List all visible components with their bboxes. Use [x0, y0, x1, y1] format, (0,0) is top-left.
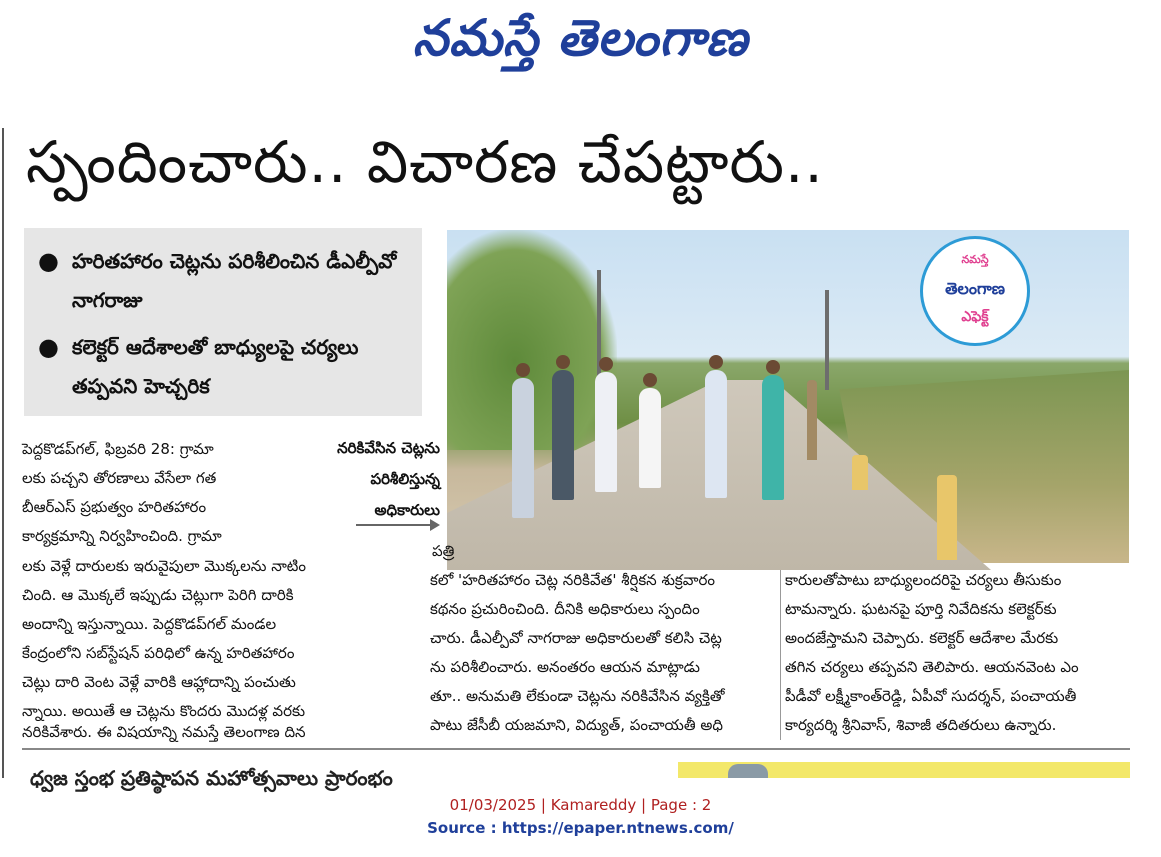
source-link[interactable]: Source : https://epaper.ntnews.com/	[427, 819, 734, 837]
next-story-photo-fragment	[678, 762, 1130, 778]
highlight-text: కలెక్టర్ ఆదేశాలతో బాధ్యులపై చర్యలు తప్పవని హెచ్చరిక	[72, 335, 359, 398]
article-column-1-last	[22, 718, 422, 747]
caption-line: నరికివేసిన చెట్లను	[337, 439, 440, 457]
edition-dateline: 01/03/2025 | Kamareddy | Page : 2	[449, 796, 712, 814]
article-line: లకు పచ్చని తోరణాలు వేసేలా గత	[22, 469, 217, 487]
person-figure	[552, 370, 574, 500]
article-line: టామన్నారు. ఘటనపై పూర్తి నివేదికను కలెక్టర్‌కు	[785, 600, 1057, 618]
highlight-item	[38, 328, 418, 406]
bullet-icon: ●	[38, 333, 59, 361]
bullet-icon: ●	[38, 247, 59, 275]
article-column-1-bottom	[22, 552, 422, 726]
person-figure	[762, 375, 784, 500]
highlights-box	[24, 228, 422, 416]
article-line: అందాన్ని ఇస్తున్నాయి. పెద్దకొడప్‌గల్ మండల	[22, 615, 277, 633]
article-line: పీడీవో లక్ష్మీకాంత్‌రెడ్డి, ఏపీవో సుదర్శన్, పంచాయతీ	[785, 687, 1077, 705]
caption-line: అధికారులు	[374, 501, 440, 519]
article-line: కారులతోపాటు బాధ్యులందరిపై చర్యలు తీసుకుం	[785, 571, 1062, 589]
photo-caption	[300, 433, 440, 526]
highlight-item	[38, 242, 418, 320]
caption-line: పరిశీలిస్తున్న	[370, 470, 440, 488]
person-figure	[595, 372, 617, 492]
utility-pole	[825, 290, 829, 390]
tree-stump	[852, 455, 868, 490]
badge-line: ఎఫెక్ట్	[961, 309, 989, 325]
masthead-logo: నమస్తే తెలంగాణ	[412, 8, 749, 67]
article-line: కార్యక్రమాన్ని నిర్వహించింది. గ్రామా	[22, 527, 222, 545]
section-rule	[22, 748, 1130, 750]
article-line: న్నాయి. అయితే ఆ చెట్లను కొందరు మొదళ్ల వరకు	[22, 702, 306, 720]
article-line: పెద్దకొడప్‌గల్, ఫిబ్రవరి 28: గ్రామా	[22, 440, 214, 458]
badge-line: తెలంగాణ	[945, 279, 1005, 298]
article-line: చారు. డీఎల్పీవో నాగరాజు అధికారులతో కలిసి చెట్ల	[430, 629, 722, 647]
article-line: బీఆర్ఎస్ ప్రభుత్వం హరితహారం	[22, 498, 207, 516]
article-line: కార్యదర్శి శ్రీనివాస్, శివాజీ తదితరులు ఉన్నారు.	[785, 716, 1057, 734]
caption-arrow	[356, 524, 438, 526]
highlight-text: హరితహారం చెట్లను పరిశీలించిన డీఎల్పీవో నాగరాజు	[72, 249, 397, 312]
article-line: కలో 'హరితహారం చెట్ల నరికివేత' శీర్షికన శుక్రవారం	[430, 571, 715, 589]
article-line: చింది. ఆ మొక్కలే ఇప్పుడు చెట్లుగా పెరిగి దారికి	[22, 586, 294, 604]
tree-stump	[937, 475, 957, 560]
article-line: కేంద్రంలోని సబ్‌స్టేషన్ పరిధిలో ఉన్న హరితహారం	[22, 644, 295, 662]
column-divider	[780, 570, 781, 740]
article-headline: స్పందించారు.. విచారణ చేపట్టారు..	[26, 128, 824, 196]
person-figure	[512, 378, 534, 518]
article-line: చెట్లు దారి వెంట వెళ్లే వారికి ఆహ్లాదాన్ని పంచుతు	[22, 673, 296, 691]
person-figure	[639, 388, 661, 488]
article-line: అందజేస్తామని చెప్పారు. కలెక్టర్ ఆదేశాల మేరకు	[785, 629, 1059, 647]
person-figure	[705, 370, 727, 498]
article-line: తగిన చర్యలు తప్పవని తెలిపారు. ఆయనవెంట ఎం	[785, 658, 1079, 676]
namaste-telangana-effect-badge	[920, 236, 1030, 346]
article-line: పాటు జేసీబీ యజమాని, విద్యుత్, పంచాయతీ అధి	[430, 716, 723, 734]
next-story-headline-fragment: ధ్వజ స్తంభ ప్రతిష్ఠాపన మహోత్సవాలు ప్రారంభం	[30, 766, 393, 790]
article-line: కథనం ప్రచురించింది. దీనికి అధికారులు స్పందిం	[430, 600, 700, 618]
left-column-rule	[2, 128, 4, 778]
article-line: నరికివేశారు. ఈ విషయాన్ని నమస్తే తెలంగాణ దిన	[22, 723, 306, 741]
article-line: లకు వెళ్లే దారులకు ఇరువైపులా మొక్కలను నాటిం	[22, 557, 306, 575]
article-column-2	[430, 537, 765, 740]
article-line: ను పరిశీలించారు. అనంతరం ఆయన మాట్లాడు	[430, 658, 700, 676]
article-column-3	[785, 566, 1130, 740]
tree-stump	[807, 380, 817, 460]
article-column-1-top	[22, 435, 290, 551]
article-line: తూ.. అనుమతి లేకుండా చెట్లను నరికివేసిన వ్యక్తితో	[430, 687, 725, 705]
article-line: పత్రి	[432, 542, 455, 560]
badge-line: నమస్తే	[961, 253, 989, 266]
